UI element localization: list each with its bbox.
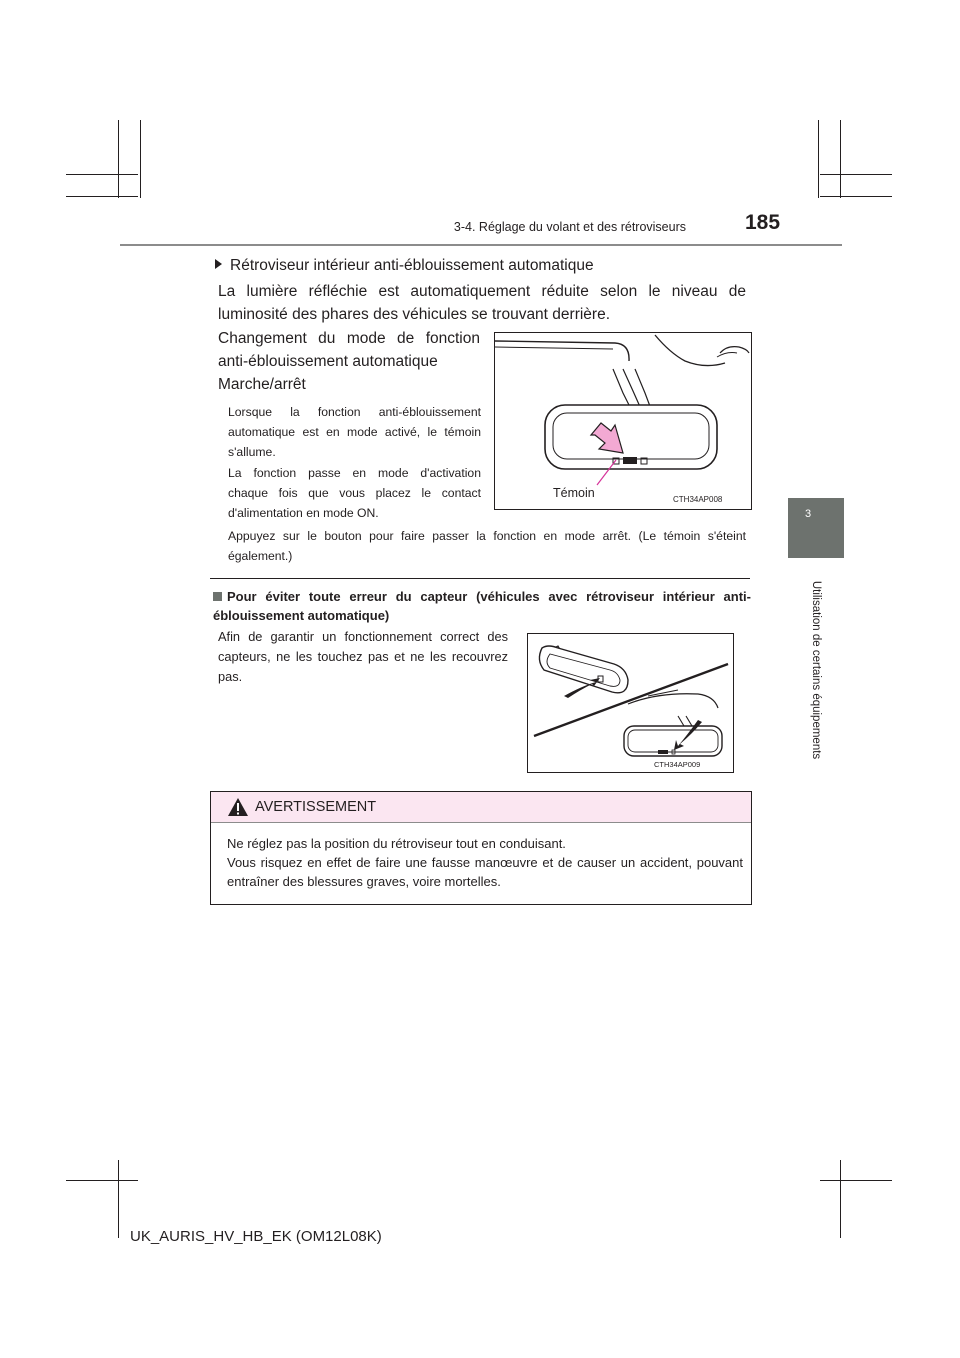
header-section-title: 3-4. Réglage du volant et des rétroviseurs xyxy=(453,220,686,234)
chapter-number: 3 xyxy=(805,508,812,520)
header-rule xyxy=(120,244,842,246)
warning-header xyxy=(211,792,751,823)
figure-auto-dimming-mirror xyxy=(494,332,752,510)
sensor-illustration xyxy=(528,634,733,772)
warning-line-1: Ne réglez pas la position du rétroviseur tout en conduisant. xyxy=(227,836,566,851)
note-activation-on: La fonction passe en mode d'activation chaque fois que vous placez le contact d'alimentation en mode ON. xyxy=(228,466,481,520)
indicator-callout-label: Témoin xyxy=(553,486,595,500)
warning-title: AVERTISSEMENT xyxy=(255,799,377,815)
figure1-code: CTH34AP008 xyxy=(673,495,723,504)
intro-paragraph: La lumière réfléchie est automatiquement réduite selon le niveau de luminosité des phares des véhicules se trouvant derrière. xyxy=(218,283,746,323)
page-number: 185 xyxy=(745,211,781,234)
chapter-label-container xyxy=(780,560,852,780)
warning-line-2: Vous risquez en effet de faire une fausse manœuvre et de causer un accident, pouvant entraîner des blessures graves, voire mortelles. xyxy=(227,855,743,889)
square-bullet-icon xyxy=(213,592,222,601)
footer-doc-id: UK_AURIS_HV_HB_EK (OM12L08K) xyxy=(130,1228,382,1245)
note-indicator-on: Lorsque la fonction anti-éblouissement automatique est en mode activé, le témoin s'allume. xyxy=(228,405,481,459)
chapter-tab xyxy=(788,498,844,558)
change-mode-line1: Changement du mode de fonction xyxy=(218,330,480,347)
warning-triangle-icon xyxy=(227,797,249,817)
subsection-heading-text: Rétroviseur intérieur anti-éblouissement automatique xyxy=(230,257,594,274)
section-divider xyxy=(210,578,750,579)
sensor-section-body: Afin de garantir un fonctionnement correct des capteurs, ne les touchez pas et ne les recouvrez pas. xyxy=(218,629,508,684)
figure-sensor-location xyxy=(527,633,734,773)
warning-text xyxy=(227,834,743,891)
triangle-bullet-icon xyxy=(215,259,222,269)
on-off-label: Marche/arrêt xyxy=(218,376,306,393)
sensor-section-heading xyxy=(213,587,751,625)
warning-box xyxy=(210,791,752,905)
chapter-label: Utilisation de certains équipements xyxy=(810,580,822,760)
mirror-illustration xyxy=(495,333,751,509)
figure2-code: CTH34AP009 xyxy=(654,760,701,769)
change-mode-line2: anti-éblouissement automatique xyxy=(218,353,438,370)
note-turn-off: Appuyez sur le bouton pour faire passer la fonction en mode arrêt. (Le témoin s'éteint également.) xyxy=(228,529,746,563)
sensor-section-heading-text: Pour éviter toute erreur du capteur (véhicules avec rétroviseur intérieur anti-éblouissement automatique) xyxy=(213,589,751,623)
subsection-heading xyxy=(215,257,594,275)
